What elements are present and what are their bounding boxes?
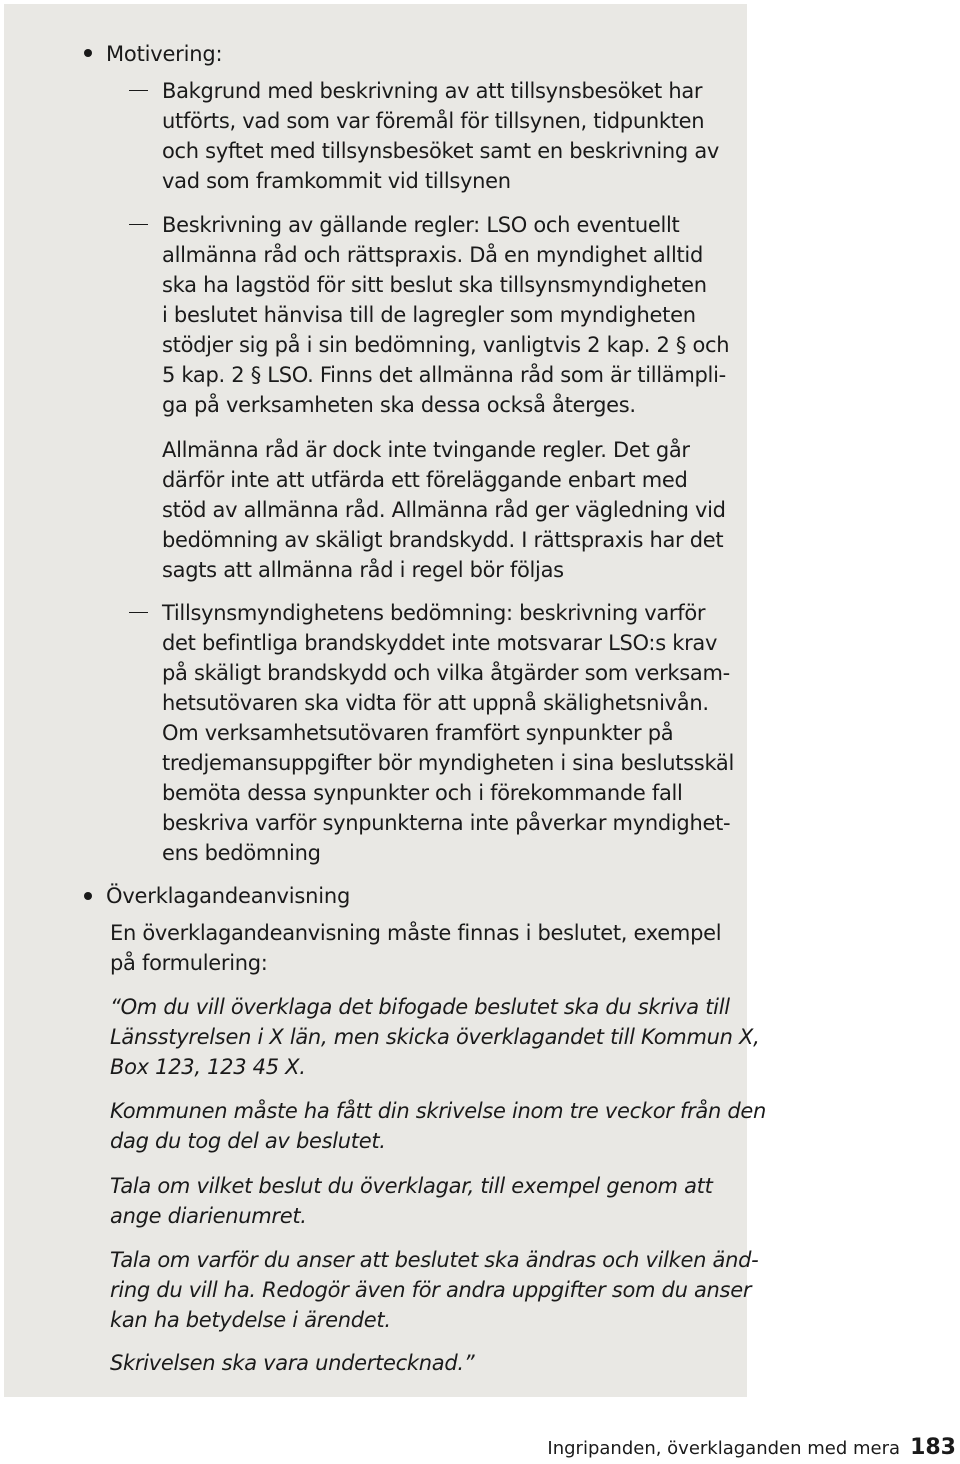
text-line: “Om du vill överklaga det bifogade beslutet ska du skriva till (110, 995, 730, 1019)
section-heading-overklagande: Överklagandeanvisning (106, 884, 351, 908)
quote-paragraph (110, 1348, 710, 1378)
text-line: dag du tog del av beslutet. (110, 1129, 386, 1153)
text-line: Om verksamhetsutövaren framfört synpunkter på (162, 721, 674, 745)
text-line: utförts, vad som var föremål för tillsynen, tidpunkten (162, 109, 705, 133)
text-line: det befintliga brandskyddet inte motsvarar LSO:s krav (162, 631, 718, 655)
text-line: allmänna råd och rättspraxis. Då en myndighet alltid (162, 243, 703, 267)
quote-paragraph (110, 1171, 713, 1231)
list-item-continuation (162, 435, 726, 585)
dash-icon (129, 612, 148, 613)
text-line: hetsutövaren ska vidta för att uppnå skälighetsnivån. (162, 691, 709, 715)
page-number: 183 (910, 1435, 956, 1460)
quote-paragraph (110, 992, 760, 1082)
text-line: Allmänna råd är dock inte tvingande regler. Det går (162, 438, 690, 462)
text-line: Tala om vilket beslut du överklagar, till exempel genom att (110, 1174, 713, 1198)
text-line: stödjer sig på i sin bedömning, vanligtvis 2 kap. 2 § och (162, 333, 730, 357)
text-line: därför inte att utfärda ett föreläggande enbart med (162, 468, 688, 492)
text-line: sagts att allmänna råd i regel bör följas (162, 558, 564, 582)
dash-icon (129, 90, 148, 91)
page-footer (547, 1433, 956, 1464)
text-line: kan ha betydelse i ärendet. (110, 1308, 391, 1332)
text-line: ring du vill ha. Redogör även för andra uppgifter som du anser (110, 1278, 752, 1302)
text-line: ange diarienumret. (110, 1204, 307, 1228)
intro-paragraph (110, 918, 722, 978)
text-line: ens bedömning (162, 841, 321, 865)
text-line: Kommunen måste ha fått din skrivelse inom tre veckor från den (110, 1099, 767, 1123)
quote-paragraph (110, 1245, 759, 1335)
text-line: tredjemansuppgifter bör myndigheten i sina beslutsskäl (162, 751, 735, 775)
text-line: Box 123, 123 45 X. (110, 1055, 306, 1079)
text-line: Beskrivning av gällande regler: LSO och eventuellt (162, 213, 680, 237)
text-line: 5 kap. 2 § LSO. Finns det allmänna råd som är tillämpli- (162, 363, 726, 387)
list-item (162, 210, 730, 420)
section-heading-motivering: Motivering: (106, 42, 223, 66)
text-line: i beslutet hänvisa till de lagregler som myndigheten (162, 303, 696, 327)
text-line: på formulering: (110, 951, 268, 975)
text-line: ga på verksamheten ska dessa också återges. (162, 393, 636, 417)
bullet-icon (84, 49, 92, 57)
list-item (162, 598, 735, 868)
text-line: Skrivelsen ska vara undertecknad.” (110, 1351, 475, 1375)
text-line: ska ha lagstöd för sitt beslut ska tillsynsmyndigheten (162, 273, 707, 297)
text-line: vad som framkommit vid tillsynen (162, 169, 511, 193)
text-line: Bakgrund med beskrivning av att tillsynsbesöket har (162, 79, 703, 103)
text-line: bedömning av skäligt brandskydd. I rättspraxis har det (162, 528, 724, 552)
text-line: En överklagandeanvisning måste finnas i beslutet, exempel (110, 921, 722, 945)
text-line: stöd av allmänna råd. Allmänna råd ger vägledning vid (162, 498, 726, 522)
text-line: Tala om varför du anser att beslutet ska ändras och vilken änd- (110, 1248, 759, 1272)
text-line: och syftet med tillsynsbesöket samt en beskrivning av (162, 139, 720, 163)
running-title: Ingripanden, överklaganden med mera (547, 1438, 901, 1459)
bullet-icon (84, 892, 92, 900)
text-line: beskriva varför synpunkterna inte påverkar myndighet- (162, 811, 731, 835)
text-line: bemöta dessa synpunkter och i förekommande fall (162, 781, 683, 805)
dash-icon (129, 224, 148, 225)
text-line: Länsstyrelsen i X län, men skicka överklagandet till Kommun X, (110, 1025, 760, 1049)
text-line: Tillsynsmyndighetens bedömning: beskrivning varför (162, 601, 706, 625)
quote-paragraph (110, 1096, 767, 1156)
text-line: på skäligt brandskydd och vilka åtgärder som verksam- (162, 661, 730, 685)
list-item (162, 76, 720, 196)
